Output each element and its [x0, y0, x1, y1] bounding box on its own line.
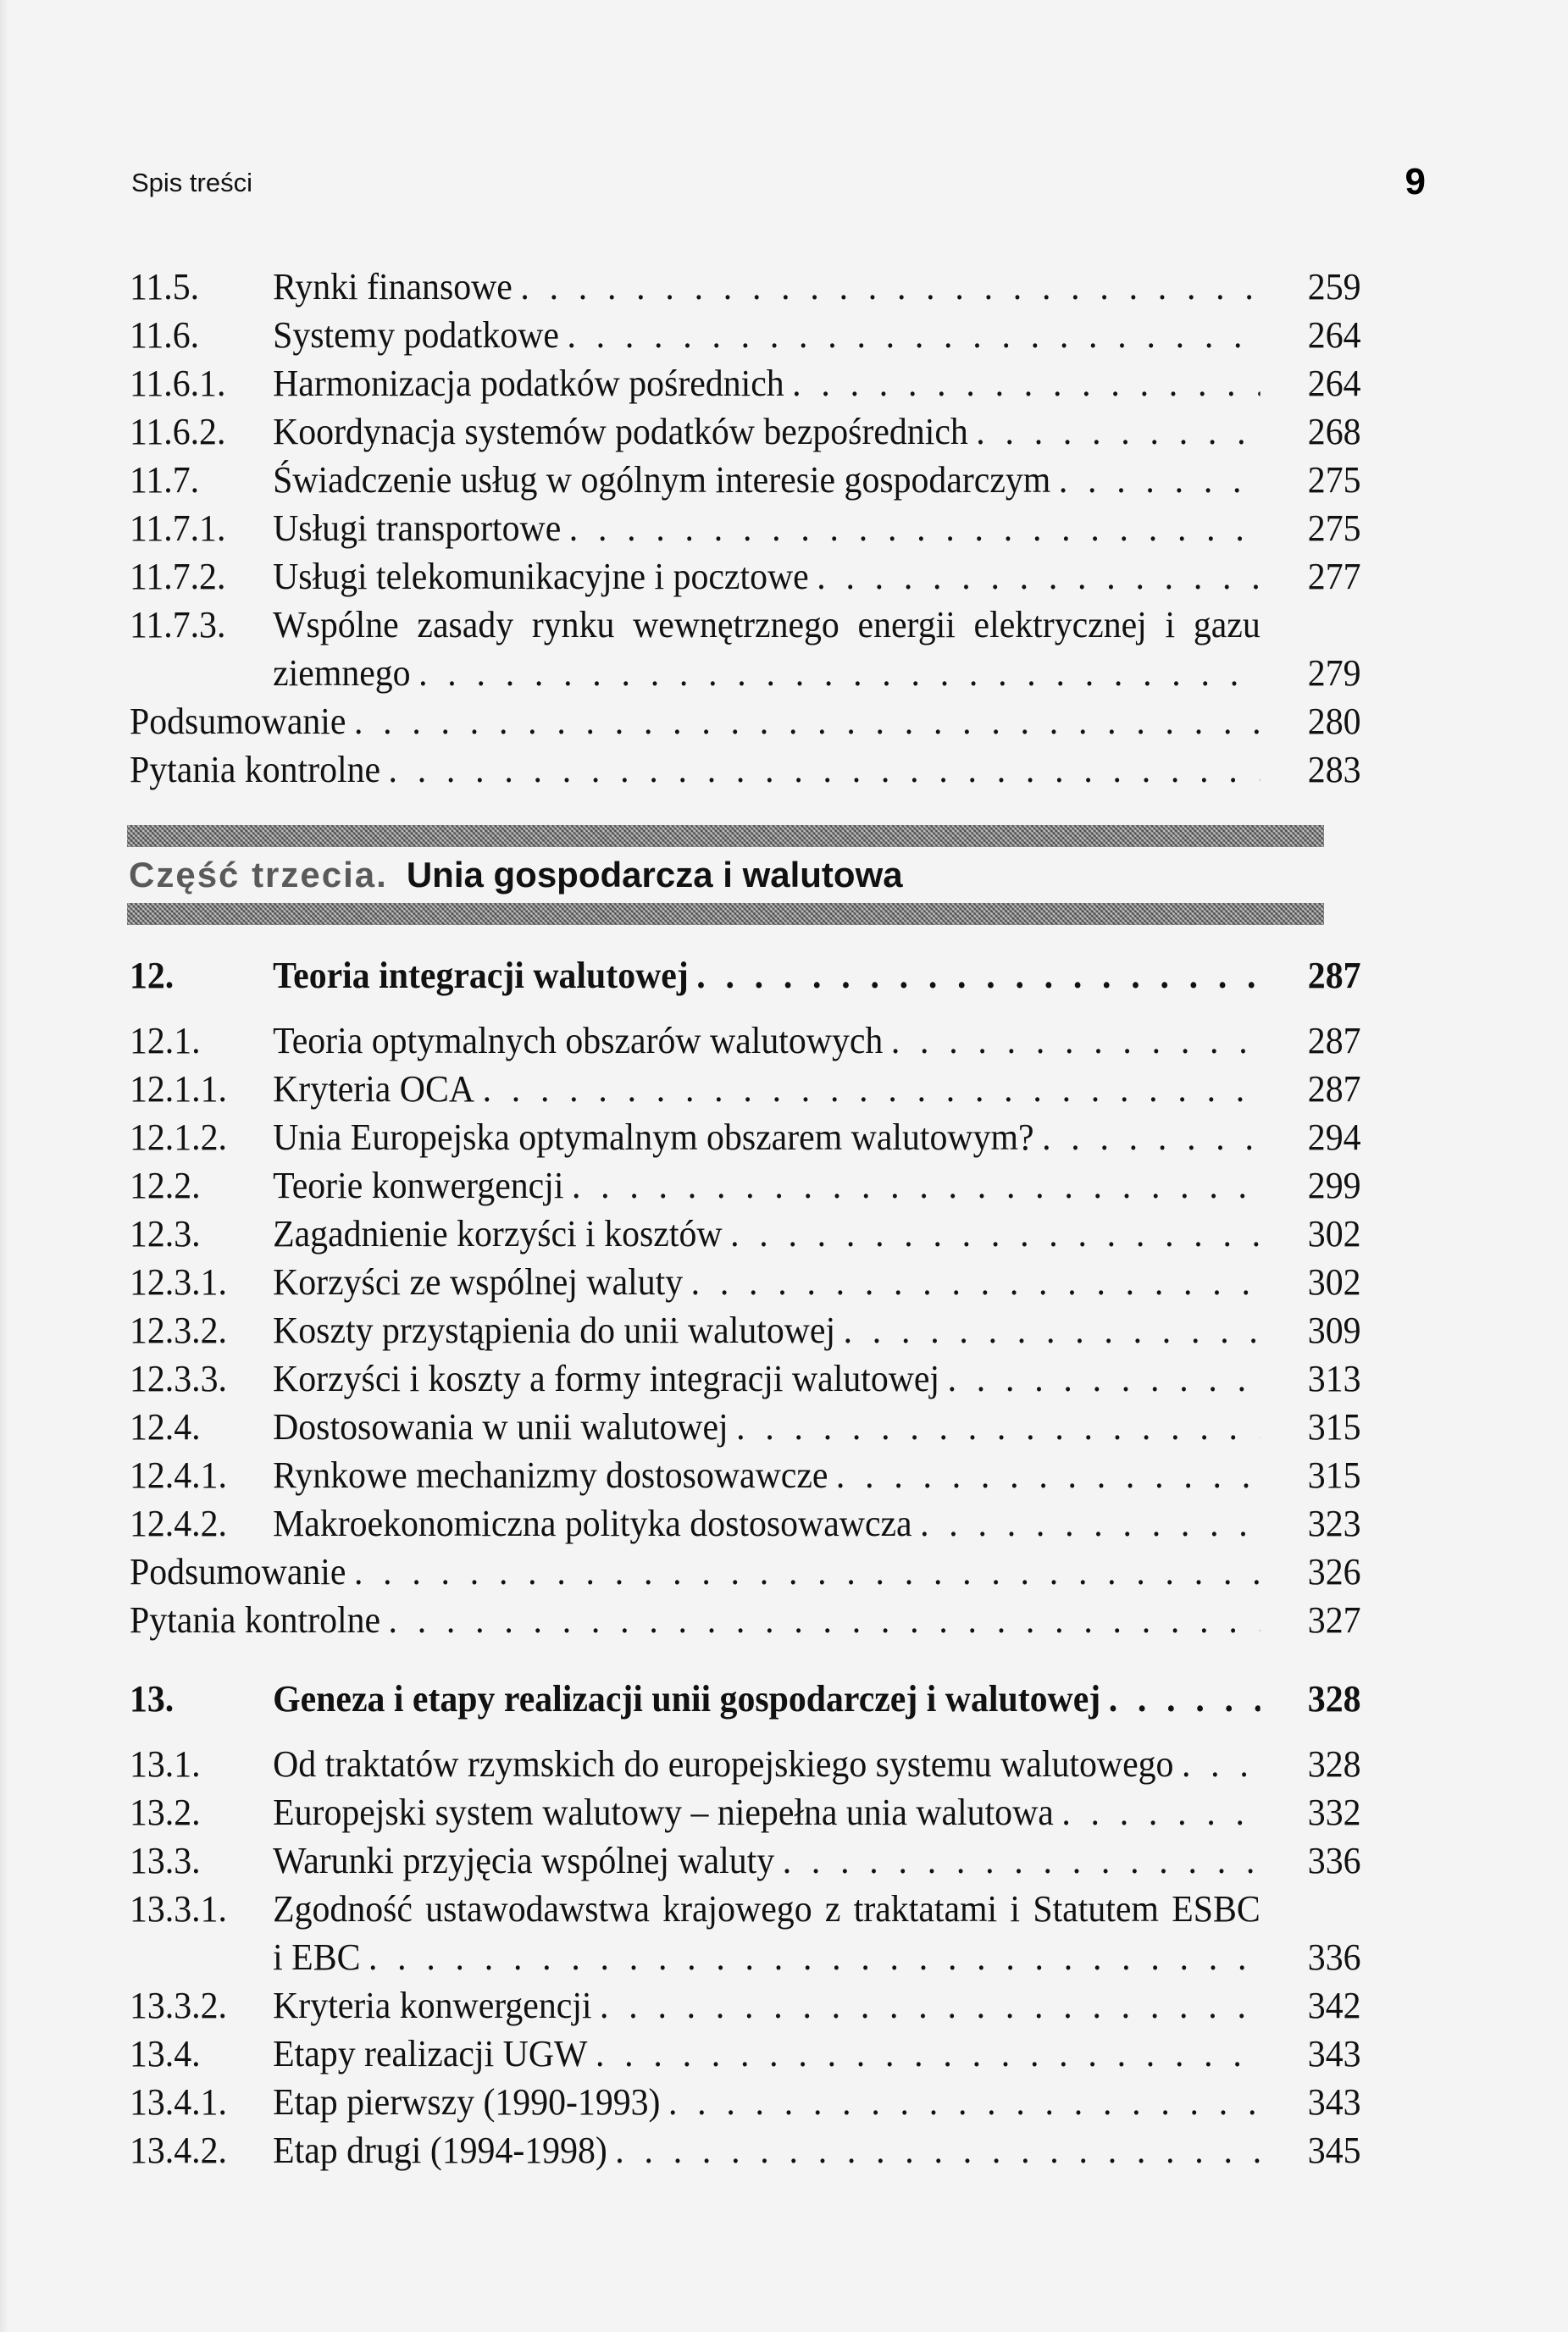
entry-number: 11.7. — [130, 459, 200, 501]
entry-page: 328 — [1307, 1743, 1361, 1785]
toc-entry[interactable] — [130, 359, 1361, 407]
toc-entry[interactable] — [130, 1306, 1361, 1354]
dot-leader — [354, 1548, 1260, 1596]
toc-entry[interactable] — [130, 1016, 1361, 1065]
entry-page: 275 — [1307, 507, 1361, 549]
entry-title: Systemy podatkowe — [273, 314, 559, 356]
dot-leader — [783, 1836, 1260, 1885]
dot-leader — [1109, 1675, 1260, 1723]
entry-page: 280 — [1307, 701, 1361, 742]
toc-entry[interactable] — [130, 407, 1361, 456]
entry-title: Zagadnienie korzyści i kosztów — [273, 1213, 723, 1255]
entry-number: 13.1. — [130, 1743, 201, 1785]
toc-entry[interactable] — [130, 1210, 1361, 1258]
toc-entry[interactable] — [130, 2126, 1361, 2174]
toc-entry[interactable] — [130, 2030, 1361, 2078]
entry-title: Europejski system walutowy – niepełna unia walutowa — [273, 1792, 1054, 1833]
entry-page: 309 — [1307, 1310, 1361, 1351]
entry-number: 11.6.1. — [130, 363, 226, 404]
entry-page: 302 — [1307, 1213, 1361, 1255]
dot-leader — [976, 407, 1260, 456]
entry-title: Etapy realizacji UGW — [273, 2033, 588, 2074]
entry-number: 12.3.3. — [130, 1358, 227, 1399]
entry-number: 12.1.2. — [130, 1116, 227, 1158]
entry-page: 268 — [1307, 411, 1361, 452]
entry-page: 315 — [1307, 1406, 1361, 1448]
toc-chapter-12 — [130, 951, 1426, 1644]
entry-title: Etap pierwszy (1990-1993) — [273, 2081, 661, 2123]
entry-number: 11.6. — [130, 314, 200, 356]
entry-number: 12.2. — [130, 1165, 201, 1206]
entry-title: Podsumowanie — [130, 1551, 346, 1593]
dot-leader — [1059, 456, 1260, 504]
entry-title: Koordynacja systemów podatków bezpośrednich — [273, 411, 968, 452]
entry-number: 13.4.1. — [130, 2081, 227, 2123]
entry-title: Pytania kontrolne — [130, 1599, 381, 1641]
entry-number: 11.7.1. — [130, 507, 226, 549]
entry-page: 326 — [1307, 1551, 1361, 1593]
entry-title-line2: ziemnego — [273, 652, 411, 694]
entry-page: 342 — [1307, 1985, 1361, 2026]
entry-number: 12.4. — [130, 1406, 201, 1448]
entry-title: Harmonizacja podatków pośrednich — [273, 363, 784, 404]
entry-title-line2: i EBC — [273, 1936, 361, 1978]
toc-entry-questions[interactable] — [130, 745, 1361, 794]
entry-number: 13.4. — [130, 2033, 201, 2074]
entry-number: 11.6.2. — [130, 411, 226, 452]
dot-leader — [569, 504, 1260, 552]
entry-title: Korzyści i koszty a formy integracji walutowej — [273, 1358, 940, 1399]
toc-entry[interactable] — [130, 1885, 1361, 1981]
dot-leader — [792, 359, 1260, 407]
toc-entry[interactable] — [130, 1740, 1361, 1788]
dot-leader — [736, 1403, 1260, 1451]
dot-leader — [615, 2126, 1260, 2174]
entry-page: 277 — [1307, 556, 1361, 597]
halftone-bar-top — [127, 825, 1324, 847]
entry-number: 12.3. — [130, 1213, 201, 1255]
entry-title: Warunki przyjęcia wspólnej waluty — [273, 1840, 775, 1881]
entry-page: 313 — [1307, 1358, 1361, 1399]
dot-leader — [389, 745, 1260, 794]
entry-title: Teoria optymalnych obszarów walutowych — [273, 1020, 884, 1061]
entry-page: 264 — [1307, 363, 1361, 404]
entry-title-line1: Wspólne zasady rynku wewnętrznego energii elektrycznej i gazu — [273, 604, 1260, 645]
toc-entry[interactable] — [130, 1499, 1361, 1548]
part-heading-text — [129, 849, 903, 901]
entry-title: Dostosowania w unii walutowej — [273, 1406, 729, 1448]
toc-entry-summary[interactable] — [130, 1548, 1361, 1596]
dot-leader — [668, 2078, 1260, 2126]
dot-leader — [418, 649, 1260, 697]
entry-number: 13.3.2. — [130, 1985, 227, 2026]
chapter-page: 287 — [1307, 955, 1361, 996]
toc-entry[interactable] — [130, 1788, 1361, 1836]
entry-title: Kryteria konwergencji — [273, 1985, 592, 2026]
entry-number: 13.2. — [130, 1792, 201, 1833]
chapter-page: 328 — [1307, 1678, 1361, 1720]
toc-entry[interactable] — [130, 1113, 1361, 1161]
toc-entry[interactable] — [130, 263, 1361, 311]
entry-page: 336 — [1307, 1936, 1361, 1978]
entry-page: 302 — [1307, 1261, 1361, 1303]
toc-entry[interactable] — [130, 456, 1361, 504]
toc-entry[interactable] — [130, 1451, 1361, 1499]
dot-leader — [1061, 1788, 1260, 1836]
entry-title-line1: Zgodność ustawodawstwa krajowego z traktatami i Statutem ESBC — [273, 1888, 1260, 1930]
entry-number: 13.3.1. — [130, 1888, 227, 1930]
entry-page: 343 — [1307, 2033, 1361, 2074]
dot-leader — [389, 1596, 1260, 1644]
running-header-title: Spis treści — [131, 168, 252, 197]
toc-entry[interactable] — [130, 1065, 1361, 1113]
entry-page: 323 — [1307, 1503, 1361, 1544]
entry-page: 264 — [1307, 314, 1361, 356]
toc-chapter-13 — [130, 1675, 1426, 2174]
dot-leader — [596, 2030, 1260, 2078]
toc-entry[interactable] — [130, 1981, 1361, 2030]
entry-number: 11.5. — [130, 266, 200, 307]
toc-entry[interactable] — [130, 2078, 1361, 2126]
entry-page: 343 — [1307, 2081, 1361, 2123]
dot-leader — [600, 1981, 1260, 2030]
chapter-number: 12. — [130, 955, 175, 996]
entry-number: 12.4.2. — [130, 1503, 227, 1544]
toc-section-11 — [130, 263, 1426, 794]
chapter-title: Teoria integracji walutowej — [273, 955, 689, 996]
entry-page: 332 — [1307, 1792, 1361, 1833]
entry-title: Kryteria OCA — [273, 1068, 475, 1110]
entry-number: 12.3.2. — [130, 1310, 227, 1351]
entry-page: 287 — [1307, 1020, 1361, 1061]
toc-entry[interactable] — [130, 1161, 1361, 1210]
dot-leader — [520, 263, 1260, 311]
page-number: 9 — [1405, 161, 1426, 202]
toc-entry[interactable] — [130, 1354, 1361, 1403]
entry-number: 11.7.3. — [130, 604, 226, 645]
dot-leader — [572, 1161, 1260, 1210]
dot-leader — [891, 1016, 1260, 1065]
entry-page: 259 — [1307, 266, 1361, 307]
entry-page: 315 — [1307, 1454, 1361, 1496]
dot-leader — [1042, 1113, 1260, 1161]
chapter-number: 13. — [130, 1678, 175, 1720]
part-title: Unia gospodarcza i walutowa — [406, 855, 903, 895]
dot-leader — [817, 552, 1260, 601]
dot-leader — [696, 951, 1260, 1000]
entry-title: Koszty przystąpienia do unii walutowej — [273, 1310, 836, 1351]
entry-title: Unia Europejska optymalnym obszarem walutowym? — [273, 1116, 1034, 1158]
entry-number: 13.4.2. — [130, 2130, 227, 2171]
dot-leader — [368, 1933, 1260, 1981]
dot-leader — [920, 1499, 1260, 1548]
entry-number: 12.3.1. — [130, 1261, 227, 1303]
dot-leader — [691, 1258, 1260, 1306]
entry-title: Świadczenie usług w ogólnym interesie gospodarczym — [273, 459, 1051, 501]
dot-leader — [354, 697, 1260, 745]
entry-title: Teorie konwergencji — [273, 1165, 564, 1206]
entry-number: 12.1.1. — [130, 1068, 227, 1110]
entry-title: Usługi transportowe — [273, 507, 562, 549]
dot-leader — [836, 1451, 1260, 1499]
toc-entry[interactable] — [130, 552, 1361, 601]
part-label: Część trzecia. — [129, 855, 388, 895]
entry-page: 345 — [1307, 2130, 1361, 2171]
entry-page: 294 — [1307, 1116, 1361, 1158]
entry-title: Od traktatów rzymskich do europejskiego systemu walutowego — [273, 1743, 1174, 1785]
page-edge-shadow — [0, 0, 8, 2332]
toc-entry-summary[interactable] — [130, 697, 1361, 745]
entry-page: 299 — [1307, 1165, 1361, 1206]
halftone-bar-bottom — [127, 903, 1324, 925]
dot-leader — [1182, 1740, 1260, 1788]
entry-page: 287 — [1307, 1068, 1361, 1110]
entry-page: 327 — [1307, 1599, 1361, 1641]
dot-leader — [844, 1306, 1260, 1354]
dot-leader — [483, 1065, 1260, 1113]
entry-number: 13.3. — [130, 1840, 201, 1881]
part-heading — [127, 825, 1324, 925]
toc-chapter-heading[interactable] — [130, 951, 1361, 1000]
entry-page: 275 — [1307, 459, 1361, 501]
entry-title: Rynki finansowe — [273, 266, 513, 307]
entry-title: Usługi telekomunikacyjne i pocztowe — [273, 556, 809, 597]
entry-title: Makroekonomiczna polityka dostosowawcza — [273, 1503, 912, 1544]
chapter-title: Geneza i etapy realizacji unii gospodarczej i walutowej — [273, 1678, 1101, 1720]
entry-title: Pytania kontrolne — [130, 749, 381, 790]
entry-title: Rynkowe mechanizmy dostosowawcze — [273, 1454, 828, 1496]
entry-number: 11.7.2. — [130, 556, 226, 597]
toc-entry[interactable] — [130, 311, 1361, 359]
entry-page: 283 — [1307, 749, 1361, 790]
dot-leader — [567, 311, 1260, 359]
toc-entry[interactable] — [130, 601, 1361, 697]
toc-entry[interactable] — [130, 504, 1361, 552]
entry-title: Korzyści ze wspólnej waluty — [273, 1261, 684, 1303]
dot-leader — [948, 1354, 1260, 1403]
toc-chapter-heading[interactable] — [130, 1675, 1361, 1723]
entry-title: Podsumowanie — [130, 701, 346, 742]
entry-page: 279 — [1307, 652, 1361, 694]
toc-entry[interactable] — [130, 1403, 1361, 1451]
dot-leader — [730, 1210, 1260, 1258]
toc-entry-questions[interactable] — [130, 1596, 1361, 1644]
toc-entry[interactable] — [130, 1258, 1361, 1306]
entry-page: 336 — [1307, 1840, 1361, 1881]
toc-entry[interactable] — [130, 1836, 1361, 1885]
entry-number: 12.1. — [130, 1020, 201, 1061]
entry-title: Etap drugi (1994-1998) — [273, 2130, 607, 2171]
entry-number: 12.4.1. — [130, 1454, 227, 1496]
